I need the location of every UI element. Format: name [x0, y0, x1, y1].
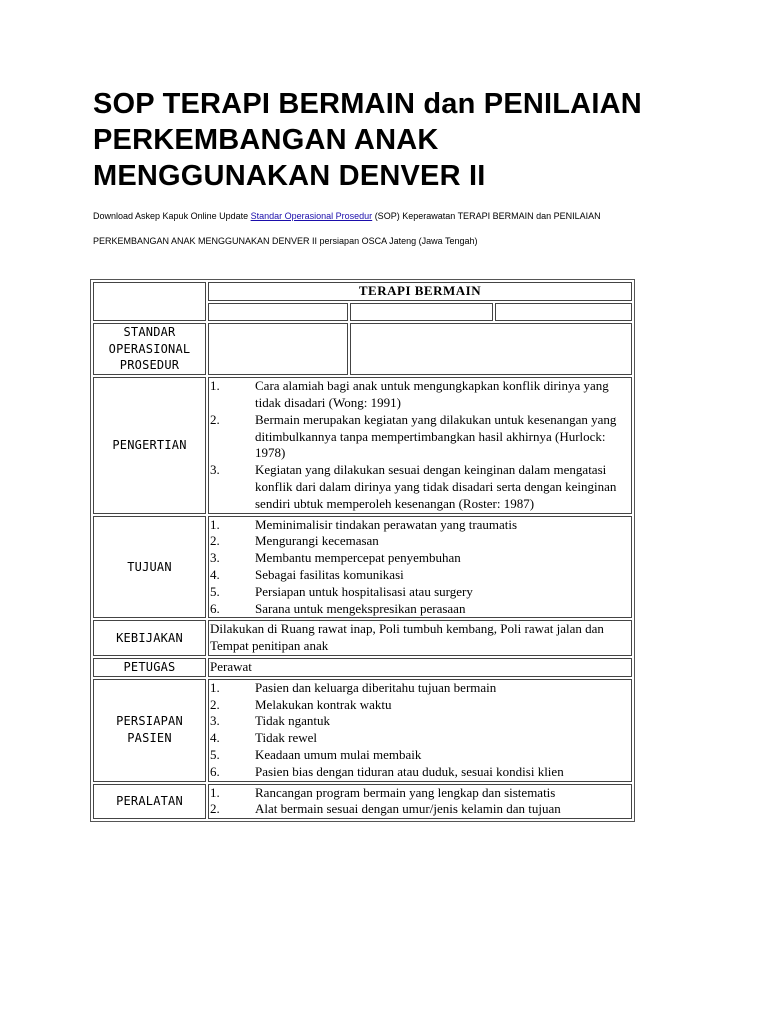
document-title — [93, 86, 723, 194]
item-text: Rancangan program bermain yang lengkap dan sistematis — [255, 784, 556, 800]
item-number: 4. — [210, 566, 220, 582]
row-content — [208, 377, 632, 513]
item-text: Sebagai fasilitas komunikasi — [255, 566, 404, 582]
row-content — [208, 784, 632, 820]
row-content — [208, 679, 632, 782]
item-number: 6. — [210, 763, 220, 779]
list-item — [210, 601, 630, 618]
row-label: PERALATAN — [93, 784, 206, 820]
item-number: 3. — [210, 550, 220, 566]
item-number: 5. — [210, 583, 220, 599]
item-number: 2. — [210, 696, 220, 712]
table-row — [93, 282, 632, 301]
row-content: Dilakukan di Ruang rawat inap, Poli tumbuh kembang, Poli rawat jalan dan Tempat penitipan anak — [208, 620, 632, 656]
title-line: SOP TERAPI BERMAIN dan PENILAIAN — [93, 88, 642, 120]
item-list — [210, 680, 630, 781]
table-row — [93, 784, 632, 820]
list-item — [210, 462, 630, 512]
list-item — [210, 713, 630, 730]
item-text: Meminimalisir tindakan perawatan yang traumatis — [255, 516, 518, 532]
empty-cell — [350, 323, 632, 375]
item-number: 1. — [210, 784, 220, 800]
list-item — [210, 697, 630, 714]
item-number: 5. — [210, 746, 220, 762]
item-text: Pasien dan keluarga diberitahu tujuan bermain — [255, 679, 497, 695]
item-number: 2. — [210, 533, 220, 549]
list-item — [210, 584, 630, 601]
item-text: Pasien bias dengan tiduran atau duduk, sesuai kondisi klien — [255, 763, 564, 779]
title-line: MENGGUNAKAN DENVER II — [93, 160, 486, 192]
item-text: Bermain merupakan kegiatan yang dilakukan untuk kesenangan yang ditimbulkannya tanpa mempertimbangkan hasil akhirnya (Hurlock: 1978) — [255, 411, 617, 461]
item-number: 3. — [210, 462, 220, 478]
row-label: STANDAR OPERASIONAL PROSEDUR — [93, 323, 206, 375]
list-item — [210, 801, 630, 818]
table-row — [93, 658, 632, 677]
item-list — [210, 517, 630, 618]
item-number: 1. — [210, 378, 220, 394]
row-content — [208, 516, 632, 619]
empty-cell — [208, 303, 348, 321]
intro-paragraph — [93, 211, 693, 221]
list-item — [210, 747, 630, 764]
list-item — [210, 517, 630, 534]
empty-cell — [350, 303, 493, 321]
item-text: Mengurangi kecemasan — [255, 533, 379, 549]
row-label: PERSIAPAN PASIEN — [93, 679, 206, 782]
list-item — [210, 567, 630, 584]
row-label: PENGERTIAN — [93, 377, 206, 513]
item-text: Alat bermain sesuai dengan umur/jenis kelamin dan tujuan — [255, 801, 561, 817]
empty-cell — [208, 323, 348, 375]
item-text: Keadaan umum mulai membaik — [255, 746, 422, 762]
list-item — [210, 785, 630, 802]
table-row — [93, 516, 632, 619]
item-number: 1. — [210, 516, 220, 532]
title-line: PERKEMBANGAN ANAK — [93, 124, 439, 156]
list-item — [210, 378, 630, 412]
list-item — [210, 533, 630, 550]
item-text: Melakukan kontrak waktu — [255, 696, 392, 712]
item-list — [210, 378, 630, 512]
empty-cell — [495, 303, 632, 321]
row-label: TUJUAN — [93, 516, 206, 619]
corner-cell — [93, 282, 206, 321]
table-header: TERAPI BERMAIN — [208, 282, 632, 301]
row-label: PETUGAS — [93, 658, 206, 677]
list-item — [210, 730, 630, 747]
table-row — [93, 323, 632, 375]
item-number: 2. — [210, 411, 220, 427]
item-number: 3. — [210, 713, 220, 729]
row-content: Perawat — [208, 658, 632, 677]
item-text: Cara alamiah bagi anak untuk mengungkapkan konflik dirinya yang tidak disadari (Wong: 1991) — [255, 378, 609, 410]
table-row — [93, 620, 632, 656]
intro-suffix: (SOP) Keperawatan TERAPI BERMAIN dan PENILAIAN — [372, 211, 601, 221]
table-row — [93, 679, 632, 782]
intro-prefix: Download Askep Kapuk Online Update — [93, 211, 251, 221]
list-item — [210, 764, 630, 781]
item-text: Tidak rewel — [255, 730, 317, 746]
table-row — [93, 377, 632, 513]
item-list — [210, 785, 630, 819]
item-number: 6. — [210, 600, 220, 616]
item-text: Persiapan untuk hospitalisasi atau surgery — [255, 583, 473, 599]
intro-line-2: PERKEMBANGAN ANAK MENGGUNAKAN DENVER II persiapan OSCA Jateng (Jawa Tengah) — [93, 236, 478, 246]
list-item — [210, 680, 630, 697]
list-item — [210, 550, 630, 567]
item-text: Sarana untuk mengekspresikan perasaan — [255, 600, 466, 616]
item-text: Membantu mempercepat penyembuhan — [255, 550, 461, 566]
list-item — [210, 412, 630, 462]
sop-table — [90, 279, 635, 822]
item-text: Kegiatan yang dilakukan sesuai dengan keinginan dalam mengatasi konflik dari dalam dirinya yang tidak disadari serta dengan keinginan sendiri ubtuk memperoleh kesenangan (Roster: 1987) — [255, 462, 617, 511]
row-label: KEBIJAKAN — [93, 620, 206, 656]
item-number: 4. — [210, 730, 220, 746]
item-text: Tidak ngantuk — [255, 713, 330, 729]
item-number: 1. — [210, 679, 220, 695]
sop-link[interactable]: Standar Operasional Prosedur — [250, 211, 373, 221]
item-number: 2. — [210, 801, 220, 817]
